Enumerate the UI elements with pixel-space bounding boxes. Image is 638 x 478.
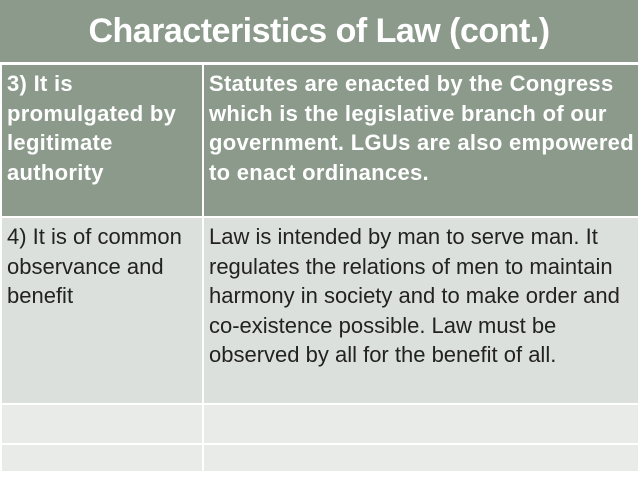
description-cell: Law is intended by man to serve man. It regulates the relations of men to maintain harmony in society and to make order and co-existence possible. Law must be observed by all for the benefit of all.	[203, 217, 638, 404]
empty-cell	[203, 444, 638, 472]
empty-cell	[1, 444, 203, 472]
title-bar	[0, 0, 638, 62]
description-cell: Statutes are enacted by the Congress which is the legislative branch of our government. LGUs are also empowered to enact ordinances.	[203, 64, 638, 217]
empty-cell	[203, 404, 638, 444]
table-row-empty	[1, 444, 638, 472]
characteristic-cell: 4) It is of common observance and benefit	[1, 217, 203, 404]
table-row-empty	[1, 404, 638, 444]
slide-title: Characteristics of Law (cont.)	[88, 11, 550, 50]
table-row-common-observance	[1, 217, 638, 404]
characteristics-table	[0, 63, 638, 473]
empty-cell	[1, 404, 203, 444]
table-row-promulgation	[1, 64, 638, 217]
characteristic-cell: 3) It is promulgated by legitimate authority	[1, 64, 203, 217]
